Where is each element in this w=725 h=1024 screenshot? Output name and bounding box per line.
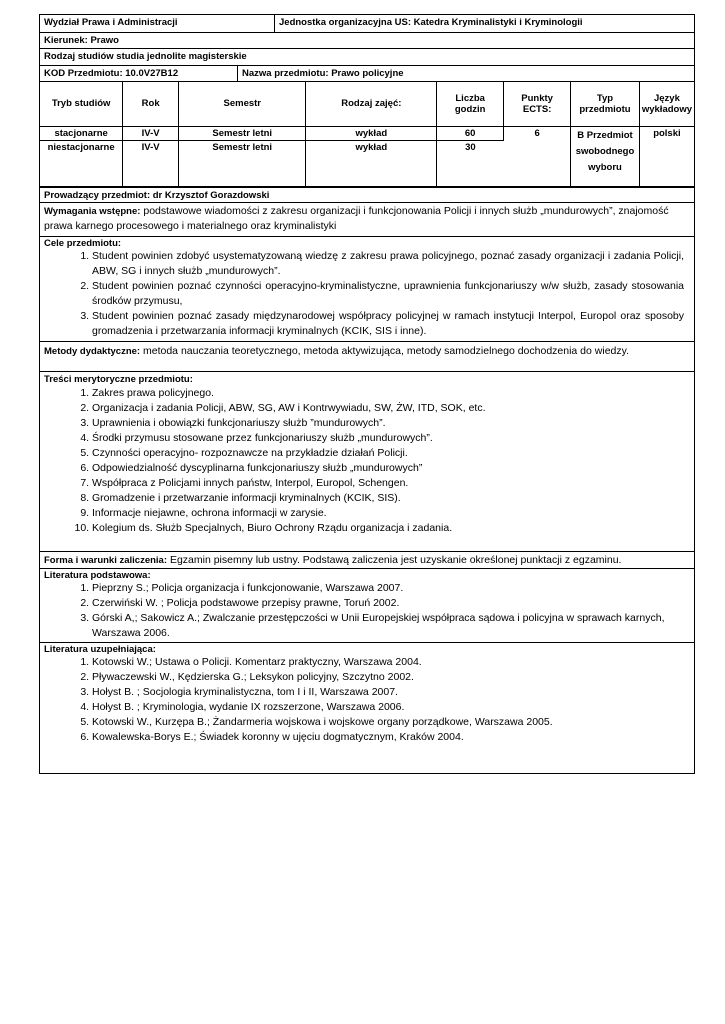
row2-year: IV-V bbox=[123, 140, 179, 186]
content-item: 2. Organizacja i zadania Policji, ABW, SG, AW i Kontrwywiadu, SW, ŻW, ITD, SOK, etc. bbox=[92, 401, 690, 416]
ects-value: 6 bbox=[504, 126, 571, 186]
assessment-section bbox=[40, 552, 694, 569]
methods-section bbox=[40, 342, 694, 372]
row2-hours: 30 bbox=[437, 140, 504, 186]
requirements-text: podstawowe wiadomości z zakresu organizacji i funkcjonowania Policji i innych służb „mundurowych”, znajomość prawa karnego procesowego i materialnego oraz kryminalistyki bbox=[44, 204, 669, 232]
header-row-code bbox=[40, 66, 694, 82]
class-table bbox=[40, 82, 694, 187]
study-type: Rodzaj studiów studia jednolite magisterskie bbox=[40, 49, 694, 66]
th-language: Język wykładowy bbox=[639, 82, 694, 126]
subject-name: Nazwa przedmiotu: Prawo policyjne bbox=[242, 68, 404, 79]
th-mode: Tryb studiów bbox=[40, 82, 123, 126]
unit: Jednostka organizacyjna US: Katedra Kryminalistyki i Kryminologii bbox=[279, 17, 583, 28]
methods-text: metoda nauczania teoretycznego, metoda aktywizująca, metody samodzielnego dochodzenia do wiedzy. bbox=[143, 344, 630, 357]
goal-item: 2. Student powinien poznać czynności operacyjno-kryminalistyczne, uprawnienia funkcjonariuszy w/w służb, zasady stosowania środków przymusu, bbox=[92, 279, 684, 309]
literature-extra-item: 3. Hołyst B. ; Socjologia kryminalistyczna, tom I i II, Warszawa 2007. bbox=[92, 685, 690, 700]
row1-hours: 60 bbox=[437, 126, 504, 140]
goals-label: Cele przedmiotu: bbox=[44, 237, 122, 249]
assessment-text: Egzamin pisemny lub ustny. Podstawą zaliczenia jest uzyskanie określonej punktacji z egzaminu. bbox=[169, 553, 622, 566]
row2-class-type: wykład bbox=[306, 140, 437, 186]
row1-mode: stacjonarne bbox=[40, 126, 123, 140]
literature-basic-label: Literatura podstawowa: bbox=[44, 569, 151, 581]
goal-item: 3. Student powinien poznać zasady międzynarodowej współpracy policyjnej w ramach instytucji Interpol, Europol oraz sposoby gromadzenia i przetwarzania informacji kryminalnych (KCIK, SIS i inne). bbox=[92, 309, 684, 339]
requirements-section bbox=[40, 203, 694, 237]
th-year: Rok bbox=[123, 82, 179, 126]
subject-code: KOD Przedmiotu: 10.0V27B12 bbox=[40, 66, 238, 81]
direction: Kierunek: Prawo bbox=[40, 33, 694, 49]
th-subject-type: Typ przedmiotu bbox=[571, 82, 640, 126]
th-hours: Liczba godzin bbox=[437, 82, 504, 126]
syllabus-sheet bbox=[39, 14, 695, 774]
methods-label: Metody dydaktyczne: bbox=[44, 345, 141, 357]
content-section bbox=[40, 372, 694, 552]
th-semester: Semestr bbox=[179, 82, 306, 126]
literature-extra-item: 4. Hołyst B. ; Kryminologia, wydanie IX rozszerzone, Warszawa 2006. bbox=[92, 700, 690, 715]
literature-extra-item: 1. Kotowski W.; Ustawa o Policji. Komentarz praktyczny, Warszawa 2004. bbox=[92, 655, 690, 670]
goals-section bbox=[40, 237, 694, 342]
lecturer: Prowadzący przedmiot: dr Krzysztof Gorazdowski bbox=[40, 187, 694, 203]
language-value: polski bbox=[639, 126, 694, 186]
literature-basic-item: 1. Pieprzny S.; Policja organizacja i funkcjonowanie, Warszawa 2007. bbox=[92, 581, 690, 596]
content-item: 3. Uprawnienia i obowiązki funkcjonariuszy służb ”mundurowych”. bbox=[92, 416, 690, 431]
content-item: 1. Zakres prawa policyjnego. bbox=[92, 386, 690, 401]
literature-basic-section bbox=[40, 569, 694, 643]
row2-mode: niestacjonarne bbox=[40, 140, 123, 186]
goal-item: 1. Student powinien zdobyć usystematyzowaną wiedzę z zakresu prawa policyjnego, poznać zasady organizacji i zadania Policji, ABW, SG i innych służb „mundurowych”. bbox=[92, 249, 684, 279]
literature-extra-label: Literatura uzupełniająca: bbox=[44, 643, 156, 655]
literature-extra-section bbox=[40, 643, 694, 747]
content-item: 10. Kolegium ds. Służb Specjalnych, Biuro Ochrony Rządu organizacja i zadania. bbox=[92, 521, 690, 536]
header-row-1 bbox=[40, 15, 694, 33]
content-item: 4. Środki przymusu stosowane przez funkcjonariuszy służb „mundurowych”. bbox=[92, 431, 690, 446]
row2-semester: Semestr letni bbox=[179, 140, 306, 186]
content-label: Treści merytoryczne przedmiotu: bbox=[44, 373, 193, 385]
literature-basic-item: 2. Czerwiński W. ; Policja podstawowe przepisy prawne, Toruń 2002. bbox=[92, 596, 690, 611]
subject-type-value: B Przedmiot swobodnego wyboru bbox=[571, 126, 640, 186]
faculty: Wydział Prawa i Administracji bbox=[40, 15, 275, 32]
assessment-label: Forma i warunki zaliczenia: bbox=[44, 554, 168, 566]
content-item: 7. Współpraca z Policjami innych państw, Interpol, Europol, Schengen. bbox=[92, 476, 690, 491]
th-class-type: Rodzaj zajęć: bbox=[306, 82, 437, 126]
literature-basic-item: 3. Górski A,; Sakowicz A.; Zwalczanie przestępczości w Unii Europejskiej współpraca sądowa i policyjna w sprawach karnych, Warszawa 2006. bbox=[92, 611, 690, 641]
th-ects: Punkty ECTS: bbox=[504, 82, 571, 126]
literature-extra-item: 6. Kowalewska-Borys E.; Świadek koronny w ujęciu dogmatycznym, Kraków 2004. bbox=[92, 730, 690, 745]
requirements-label: Wymagania wstępne: bbox=[44, 205, 141, 217]
content-item: 6. Odpowiedzialność dyscyplinarna funkcjonariuszy służb „mundurowych” bbox=[92, 461, 690, 476]
content-item: 5. Czynności operacyjno- rozpoznawcze na przykładzie działań Policji. bbox=[92, 446, 690, 461]
row1-year: IV-V bbox=[123, 126, 179, 140]
literature-extra-item: 5. Kotowski W., Kurzępa B.; Żandarmeria wojskowa i wojskowe organy porządkowe, Warszawa 2005. bbox=[92, 715, 690, 730]
row1-class-type: wykład bbox=[306, 126, 437, 140]
content-item: 9. Informacje niejawne, ochrona informacji w zarysie. bbox=[92, 506, 690, 521]
literature-extra-item: 2. Pływaczewski W., Kędzierska G.; Leksykon policyjny, Szczytno 2002. bbox=[92, 670, 690, 685]
row1-semester: Semestr letni bbox=[179, 126, 306, 140]
content-item: 8. Gromadzenie i przetwarzanie informacji kryminalnych (KCIK, SIS). bbox=[92, 491, 690, 506]
